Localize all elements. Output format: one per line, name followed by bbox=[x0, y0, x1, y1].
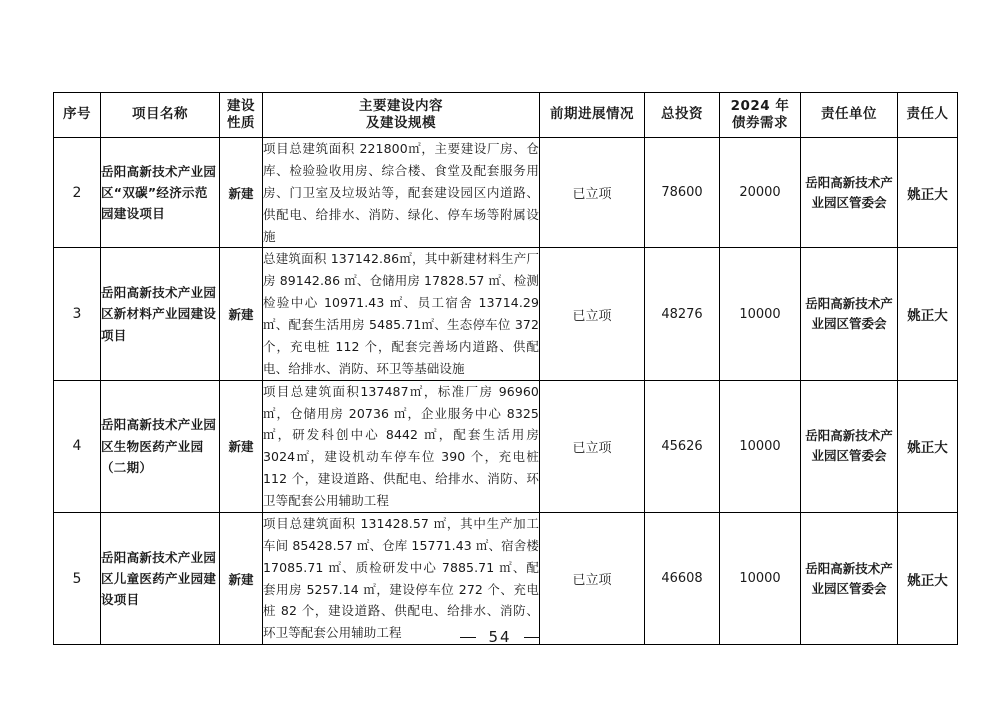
cell-project-name: 岳阳高新技术产业园区新材料产业园建设项目 bbox=[101, 248, 220, 380]
cell-total-investment: 78600 bbox=[645, 138, 720, 248]
column-header-content-line1: 主要建设内容 bbox=[359, 98, 443, 115]
cell-total-investment: 46608 bbox=[645, 512, 720, 644]
column-header-unit: 责任单位 bbox=[801, 93, 898, 138]
cell-person: 姚正大 bbox=[898, 248, 958, 380]
column-header-progress: 前期进展情况 bbox=[540, 93, 645, 138]
cell-unit: 岳阳高新技术产业园区管委会 bbox=[801, 512, 898, 644]
cell-bond-demand: 20000 bbox=[720, 138, 801, 248]
table-header-row bbox=[54, 93, 958, 138]
cell-progress: 已立项 bbox=[540, 248, 645, 380]
cell-nature: 新建 bbox=[220, 138, 263, 248]
column-header-project-name: 项目名称 bbox=[101, 93, 220, 138]
cell-nature: 新建 bbox=[220, 248, 263, 380]
column-header-seq: 序号 bbox=[54, 93, 101, 138]
cell-project-name: 岳阳高新技术产业园区“双碳”经济示范园建设项目 bbox=[101, 138, 220, 248]
table-row bbox=[54, 512, 958, 644]
cell-bond-demand: 10000 bbox=[720, 512, 801, 644]
cell-nature: 新建 bbox=[220, 380, 263, 512]
cell-progress: 已立项 bbox=[540, 380, 645, 512]
cell-seq: 4 bbox=[54, 380, 101, 512]
cell-bond-demand: 10000 bbox=[720, 248, 801, 380]
cell-progress: 已立项 bbox=[540, 512, 645, 644]
cell-unit: 岳阳高新技术产业园区管委会 bbox=[801, 380, 898, 512]
page-footer bbox=[0, 628, 1000, 646]
column-header-content-line2: 及建设规模 bbox=[366, 115, 436, 131]
column-header-bond-line2: 债券需求 bbox=[732, 115, 788, 131]
cell-unit: 岳阳高新技术产业园区管委会 bbox=[801, 138, 898, 248]
table-body bbox=[54, 138, 958, 645]
page-number: 54 bbox=[488, 628, 512, 646]
footer-dash-right bbox=[524, 637, 540, 638]
column-header-nature-line1: 建设 bbox=[227, 98, 255, 115]
column-header-nature bbox=[220, 93, 263, 138]
table-row bbox=[54, 248, 958, 380]
cell-bond-demand: 10000 bbox=[720, 380, 801, 512]
project-table bbox=[53, 92, 958, 645]
column-header-bond-line1: 2024 年 bbox=[730, 98, 790, 115]
cell-nature: 新建 bbox=[220, 512, 263, 644]
footer-dash-left bbox=[460, 637, 476, 638]
cell-project-name: 岳阳高新技术产业园区儿童医药产业园建设项目 bbox=[101, 512, 220, 644]
cell-total-investment: 45626 bbox=[645, 380, 720, 512]
cell-seq: 5 bbox=[54, 512, 101, 644]
cell-content: 总建筑面积 137142.86㎡，其中新建材料生产厂房 89142.86 ㎡、仓储用房 17828.57 ㎡、检测检验中心 10971.43 ㎡、员工宿舍 13714.29 ㎡、配套生活用房 5485.71㎡、生态停车位 372 个，充电桩 112 个，配套完善场内道路、供配电、给排水、消防、环卫等基础设施 bbox=[263, 248, 540, 380]
column-header-person: 责任人 bbox=[898, 93, 958, 138]
column-header-bond-demand bbox=[720, 93, 801, 138]
cell-project-name: 岳阳高新技术产业园区生物医药产业园（二期） bbox=[101, 380, 220, 512]
cell-content: 项目总建筑面积 131428.57 ㎡，其中生产加工车间 85428.57 ㎡、仓库 15771.43 ㎡、宿舍楼 17085.71 ㎡、质检研发中心 7885.71 ㎡、配套用房 5257.14 ㎡，建设停车位 272 个、充电桩 82 个，建设道路、供配电、给排水、消防、环卫等配套公用辅助工程 bbox=[263, 512, 540, 644]
cell-total-investment: 48276 bbox=[645, 248, 720, 380]
cell-seq: 3 bbox=[54, 248, 101, 380]
cell-person: 姚正大 bbox=[898, 512, 958, 644]
cell-person: 姚正大 bbox=[898, 138, 958, 248]
cell-seq: 2 bbox=[54, 138, 101, 248]
cell-content: 项目总建筑面积 221800㎡，主要建设厂房、仓库、检验验收用房、综合楼、食堂及配套服务用房、门卫室及垃圾站等，配套建设园区内道路、供配电、给排水、消防、绿化、停车场等附属设施 bbox=[263, 138, 540, 248]
project-table-container bbox=[53, 92, 948, 645]
cell-content: 项目总建筑面积137487㎡，标准厂房 96960 ㎡，仓储用房 20736 ㎡，企业服务中心 8325 ㎡，研发科创中心 8442 ㎡，配套生活用房 3024㎡，建设机动车停车位 390 个，充电桩 112 个，建设道路、供配电、给排水、消防、环卫等配套公用辅助工程 bbox=[263, 380, 540, 512]
column-header-nature-line2: 性质 bbox=[227, 115, 255, 131]
table-row bbox=[54, 380, 958, 512]
cell-person: 姚正大 bbox=[898, 380, 958, 512]
table-header bbox=[54, 93, 958, 138]
cell-progress: 已立项 bbox=[540, 138, 645, 248]
column-header-content bbox=[263, 93, 540, 138]
cell-unit: 岳阳高新技术产业园区管委会 bbox=[801, 248, 898, 380]
table-row bbox=[54, 138, 958, 248]
column-header-total-investment: 总投资 bbox=[645, 93, 720, 138]
